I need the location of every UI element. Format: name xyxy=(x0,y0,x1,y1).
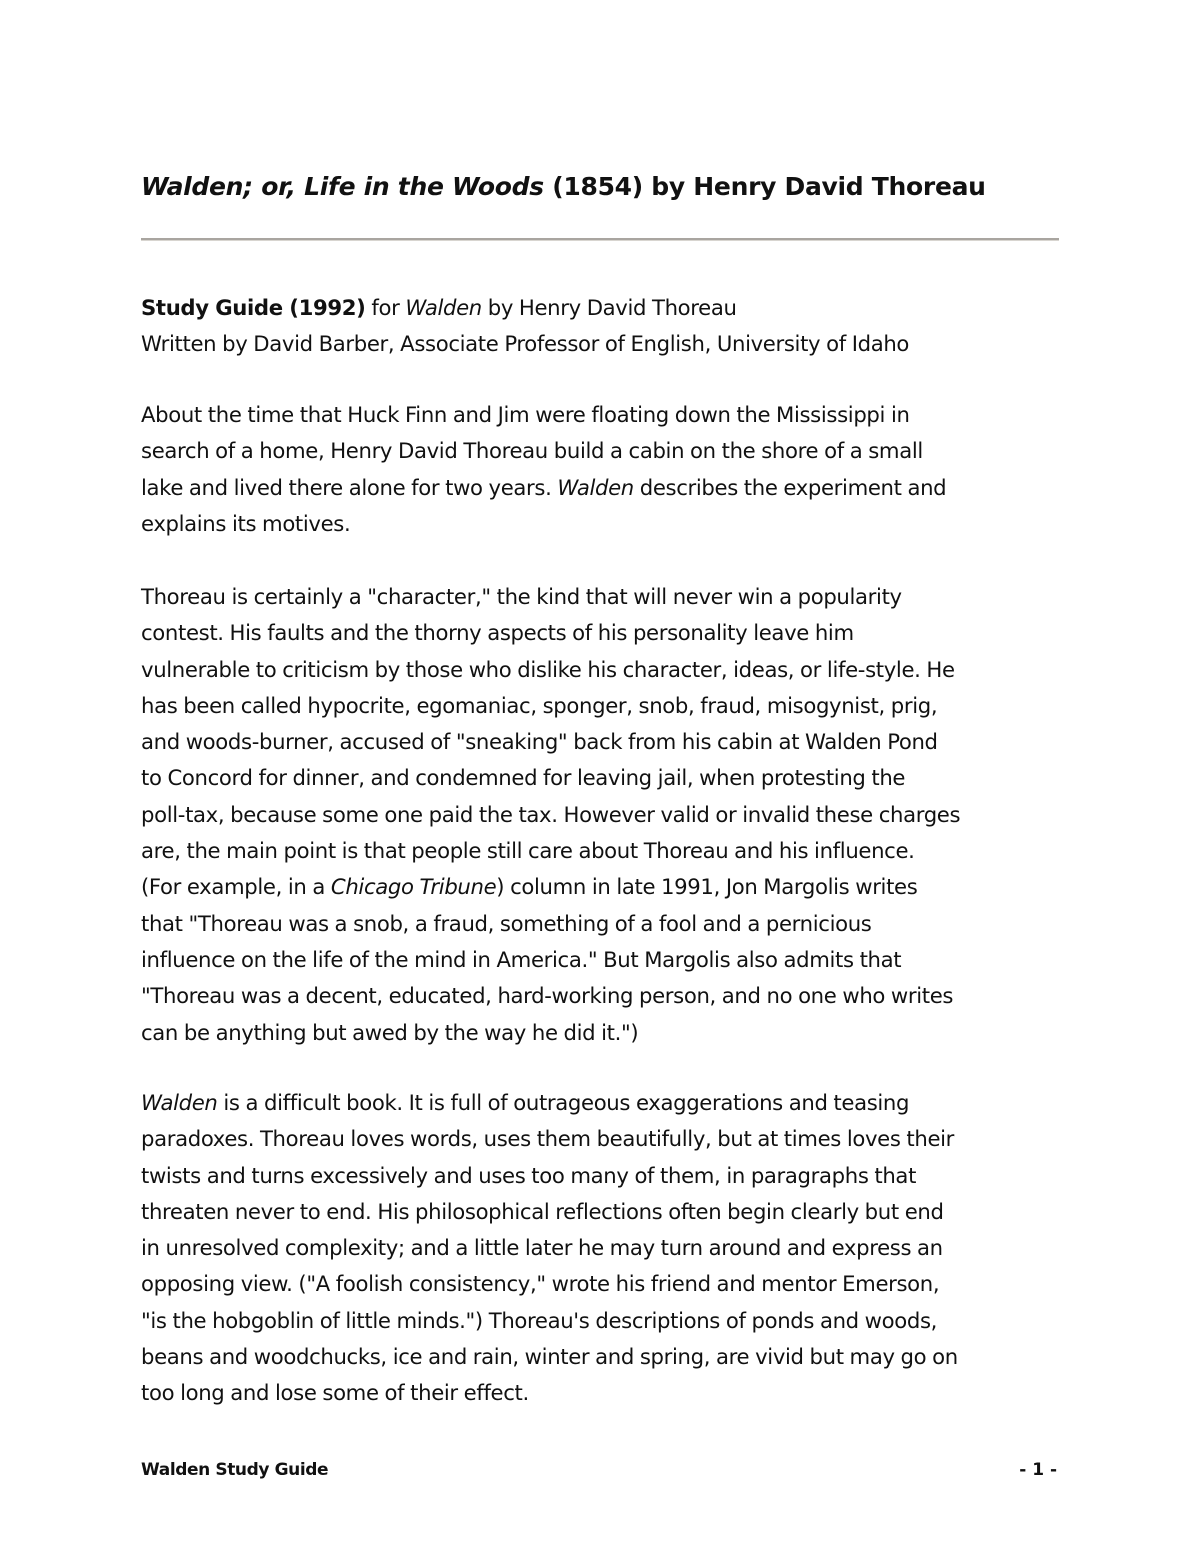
paragraph-2-line: "Thoreau was a decent, educated, hard-working person, and no one who writes xyxy=(141,983,954,1009)
paragraph-1-line: About the time that Huck Finn and Jim were floating down the Mississippi in xyxy=(141,402,910,427)
paragraph-2-line: to Concord for dinner, and condemned for leaving jail, when protesting the xyxy=(141,765,906,791)
document-page xyxy=(141,0,1061,1553)
paragraph-2 xyxy=(141,579,1081,1051)
title-rest: (1854) by Henry David Thoreau xyxy=(543,172,986,201)
paragraph-2-line: are, the main point is that people still care about Thoreau and his influence. xyxy=(141,838,915,864)
paragraph-2-line: has been called hypocrite, egomaniac, sponger, snob, fraud, misogynist, prig, xyxy=(141,692,938,718)
title-work-name: Walden; or, Life in the Woods xyxy=(141,172,544,201)
paragraph-3-line: threaten never to end. His philosophical reflections often begin clearly but end xyxy=(141,1198,944,1224)
paragraph-3-line: twists and turns excessively and uses too many of them, in paragraphs that xyxy=(141,1162,917,1188)
document-title xyxy=(141,172,986,201)
paragraph-1-line: search of a home, Henry David Thoreau build a cabin on the shore of a small xyxy=(141,438,923,464)
text-run: ) column in late 1991, Jon Margolis writes xyxy=(496,874,918,900)
guide-label: Study Guide (1992) xyxy=(141,295,366,320)
text-run: describes the experiment and xyxy=(633,474,947,500)
paragraph-3-line xyxy=(141,1085,1081,1121)
italic-newspaper-title: Chicago Tribune xyxy=(330,874,497,900)
paragraph-1-line xyxy=(141,470,1081,506)
footer-page-number: - 1 - xyxy=(1019,1460,1057,1480)
paragraph-1-line: explains its motives. xyxy=(141,510,351,536)
title-divider xyxy=(141,238,1059,241)
footer-document-name: Walden Study Guide xyxy=(141,1460,329,1480)
text-run: (For example, in a xyxy=(141,874,331,900)
guide-book-title: Walden xyxy=(405,295,482,320)
guide-author-text: by Henry David Thoreau xyxy=(481,295,737,320)
paragraph-3-line: too long and lose some of their effect. xyxy=(141,1380,529,1406)
paragraph-2-line: vulnerable to criticism by those who dislike his character, ideas, or life-style. He xyxy=(141,656,955,682)
text-run: lake and lived there alone for two years. xyxy=(141,474,558,500)
guide-header-line-1 xyxy=(141,290,1081,326)
italic-book-title: Walden xyxy=(141,1090,218,1115)
paragraph-3 xyxy=(141,1085,1081,1412)
paragraph-2-line: that "Thoreau was a snob, a fraud, something of a fool and a pernicious xyxy=(141,910,872,936)
paragraph-2-line xyxy=(141,869,1081,905)
guide-header xyxy=(141,290,1081,363)
paragraph-3-line: paradoxes. Thoreau loves words, uses them beautifully, but at times loves their xyxy=(141,1126,955,1152)
paragraph-2-line: can be anything but awed by the way he did it.") xyxy=(141,1019,639,1045)
guide-written-by: Written by David Barber, Associate Professor of English, University of Idaho xyxy=(141,331,910,357)
guide-for-text: for xyxy=(365,295,406,320)
paragraph-2-line: Thoreau is certainly a "character," the kind that will never win a popularity xyxy=(141,584,902,609)
paragraph-2-line: contest. His faults and the thorny aspects of his personality leave him xyxy=(141,620,854,646)
paragraph-3-line: opposing view. ("A foolish consistency," wrote his friend and mentor Emerson, xyxy=(141,1271,940,1297)
italic-book-title: Walden xyxy=(557,474,634,500)
paragraph-3-line: "is the hobgoblin of little minds.") Thoreau's descriptions of ponds and woods, xyxy=(141,1307,938,1333)
text-run: is a difficult book. It is full of outrageous exaggerations and teasing xyxy=(217,1090,910,1115)
paragraph-1 xyxy=(141,397,1081,542)
paragraph-2-line: and woods-burner, accused of "sneaking" back from his cabin at Walden Pond xyxy=(141,729,938,755)
paragraph-3-line: beans and woodchucks, ice and rain, winter and spring, are vivid but may go on xyxy=(141,1344,958,1370)
paragraph-2-line: influence on the life of the mind in America." But Margolis also admits that xyxy=(141,946,902,972)
paragraph-2-line: poll-tax, because some one paid the tax. However valid or invalid these charges xyxy=(141,801,961,827)
paragraph-3-line: in unresolved complexity; and a little later he may turn around and express an xyxy=(141,1235,943,1261)
